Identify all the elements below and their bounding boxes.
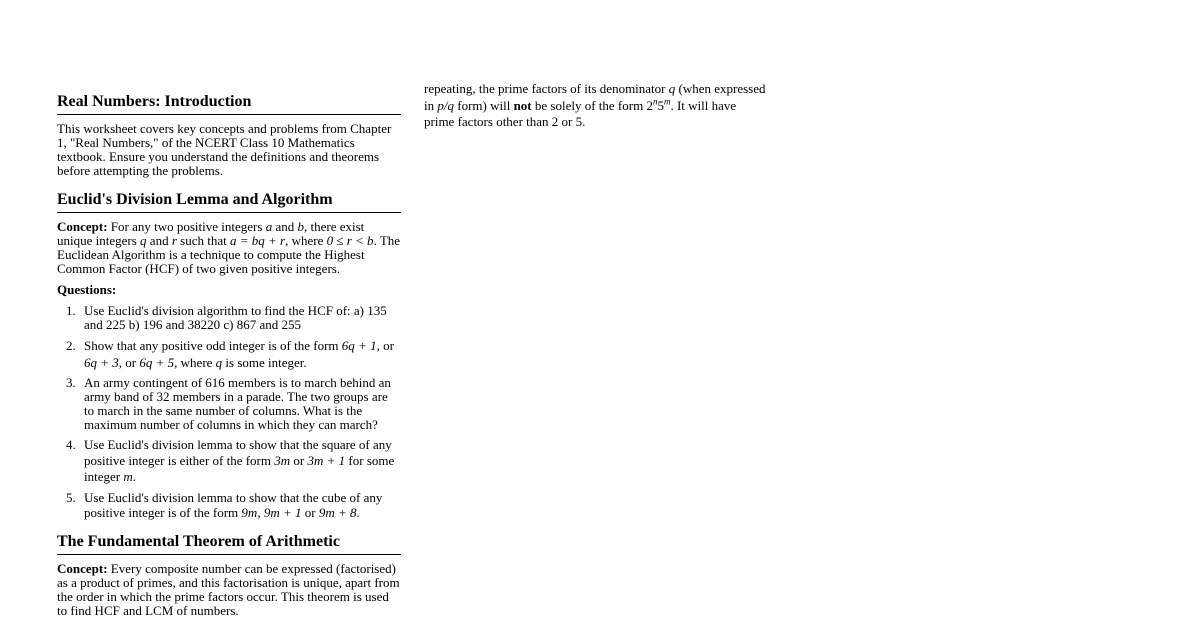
euclid-concept-paragraph <box>57 220 401 276</box>
question-number: 4. <box>66 437 76 452</box>
concept-text-part: . The Euclidean Algorithm is a technique to compute the Highest Common Factor (HCF) of two given positive integers. <box>57 233 401 276</box>
math-inequality: 0 ≤ r < b <box>326 233 374 248</box>
math-power-5m <box>657 98 670 113</box>
paragraph-text: be solely of the form <box>531 97 647 113</box>
section-heading-intro: Real Numbers: Introduction <box>57 92 401 115</box>
concept-text: Every composite number can be expressed (factorised) as a product of primes, and this factorisation is unique, apart from the order in which the prime factors occur. This theorem is used to find HCF and LCM of numbers. <box>57 561 400 618</box>
math-expression: 3m <box>274 453 291 468</box>
paragraph-text: (when expressed in <box>424 81 766 113</box>
intro-paragraph: This worksheet covers key concepts and problems from Chapter 1, "Real Numbers," of the NCERT Class 10 Mathematics textbook. Ensure you understand the definitions and theorems before attempting the problems. <box>57 121 392 178</box>
question-text: . <box>132 469 136 484</box>
question-text: is some integer. <box>222 355 307 370</box>
concept-text-part: and <box>272 219 298 234</box>
math-var-r: r <box>171 233 177 248</box>
paragraph-text: repeating, the prime factors of its denominator <box>424 81 669 96</box>
math-expression: 9m + 8 <box>318 505 357 520</box>
question-item <box>57 304 401 332</box>
question-text: , <box>257 505 264 520</box>
math-expression: 3m + 1 <box>307 453 346 468</box>
question-number: 5. <box>66 490 76 505</box>
fta-concept-paragraph <box>57 562 401 618</box>
question-item <box>57 337 401 371</box>
math-expression: 6q + 3 <box>84 355 119 370</box>
math-var: m <box>123 469 133 484</box>
question-text: Use Euclid's division lemma to show that the cube of any positive integer is of the form <box>84 490 383 520</box>
math-expression: 9m <box>241 505 258 520</box>
question-number: 2. <box>66 338 76 353</box>
paragraph-text: . It will have prime factors other than 2 or 5. <box>424 97 737 129</box>
question-text: Use Euclid's division algorithm to find the HCF of: a) 135 and 225 b) 196 and 38220 c) 867 and 255 <box>84 303 387 332</box>
concept-text-part: and <box>146 233 172 248</box>
concept-text-part: , where <box>285 233 327 248</box>
question-text: Show that any positive odd integer is of the form <box>84 338 342 353</box>
math-var: q <box>215 355 223 370</box>
math-expression: 6q + 5 <box>139 355 175 370</box>
question-text: Use Euclid's division lemma to show that the square of any positive integer is either of the form <box>84 437 392 468</box>
concept-text-part: For any two positive integers <box>107 219 266 234</box>
section-euclid <box>57 190 401 520</box>
section-heading-euclid: Euclid's Division Lemma and Algorithm <box>57 190 401 213</box>
math-expression: 6q + 1 <box>341 338 377 353</box>
emphasis-not: not <box>513 97 532 113</box>
math-var-q: q <box>668 81 676 96</box>
concept-text-part: such that <box>176 233 230 248</box>
math-equation: a = bq + r <box>229 233 286 248</box>
math-var-b: b <box>297 219 304 234</box>
question-item <box>57 376 401 432</box>
section-intro <box>57 92 401 178</box>
questions-list <box>57 304 401 520</box>
concept-label: Concept: <box>57 561 108 576</box>
concept-label: Concept: <box>57 219 108 234</box>
math-exponent-m: m <box>663 96 671 107</box>
concept-text-part: , there exist unique integers <box>57 219 365 248</box>
question-text: , where <box>174 355 216 370</box>
math-base: 2 <box>646 97 653 113</box>
math-var-q: q <box>140 233 147 248</box>
right-column-paragraph <box>424 81 769 131</box>
question-text: for some integer <box>84 453 395 484</box>
math-base: 5 <box>657 97 664 113</box>
math-exponent-n: n <box>652 96 658 107</box>
section-fta <box>57 532 401 618</box>
left-column <box>57 92 401 618</box>
question-text: , or <box>118 355 140 370</box>
right-column <box>424 81 769 131</box>
question-item <box>57 437 401 485</box>
question-item <box>57 490 401 520</box>
math-var-a: a <box>265 219 273 234</box>
question-text: , or <box>376 338 394 353</box>
question-text: or <box>301 505 319 520</box>
paragraph-text: form) will <box>454 97 514 113</box>
question-number: 1. <box>66 303 76 318</box>
math-power-2n <box>646 98 657 113</box>
math-fraction-pq: p/q <box>437 97 454 113</box>
question-text: or <box>290 453 308 468</box>
questions-label: Questions: <box>57 282 117 297</box>
math-expression: 9m + 1 <box>263 505 302 520</box>
question-text: . <box>356 505 360 520</box>
question-text: An army contingent of 616 members is to march behind an army band of 32 members in a parade. The two groups are to march in the same number of columns. What is the maximum number of columns in which they can march? <box>84 375 391 432</box>
section-heading-fta: The Fundamental Theorem of Arithmetic <box>57 532 401 555</box>
question-number: 3. <box>66 375 76 390</box>
